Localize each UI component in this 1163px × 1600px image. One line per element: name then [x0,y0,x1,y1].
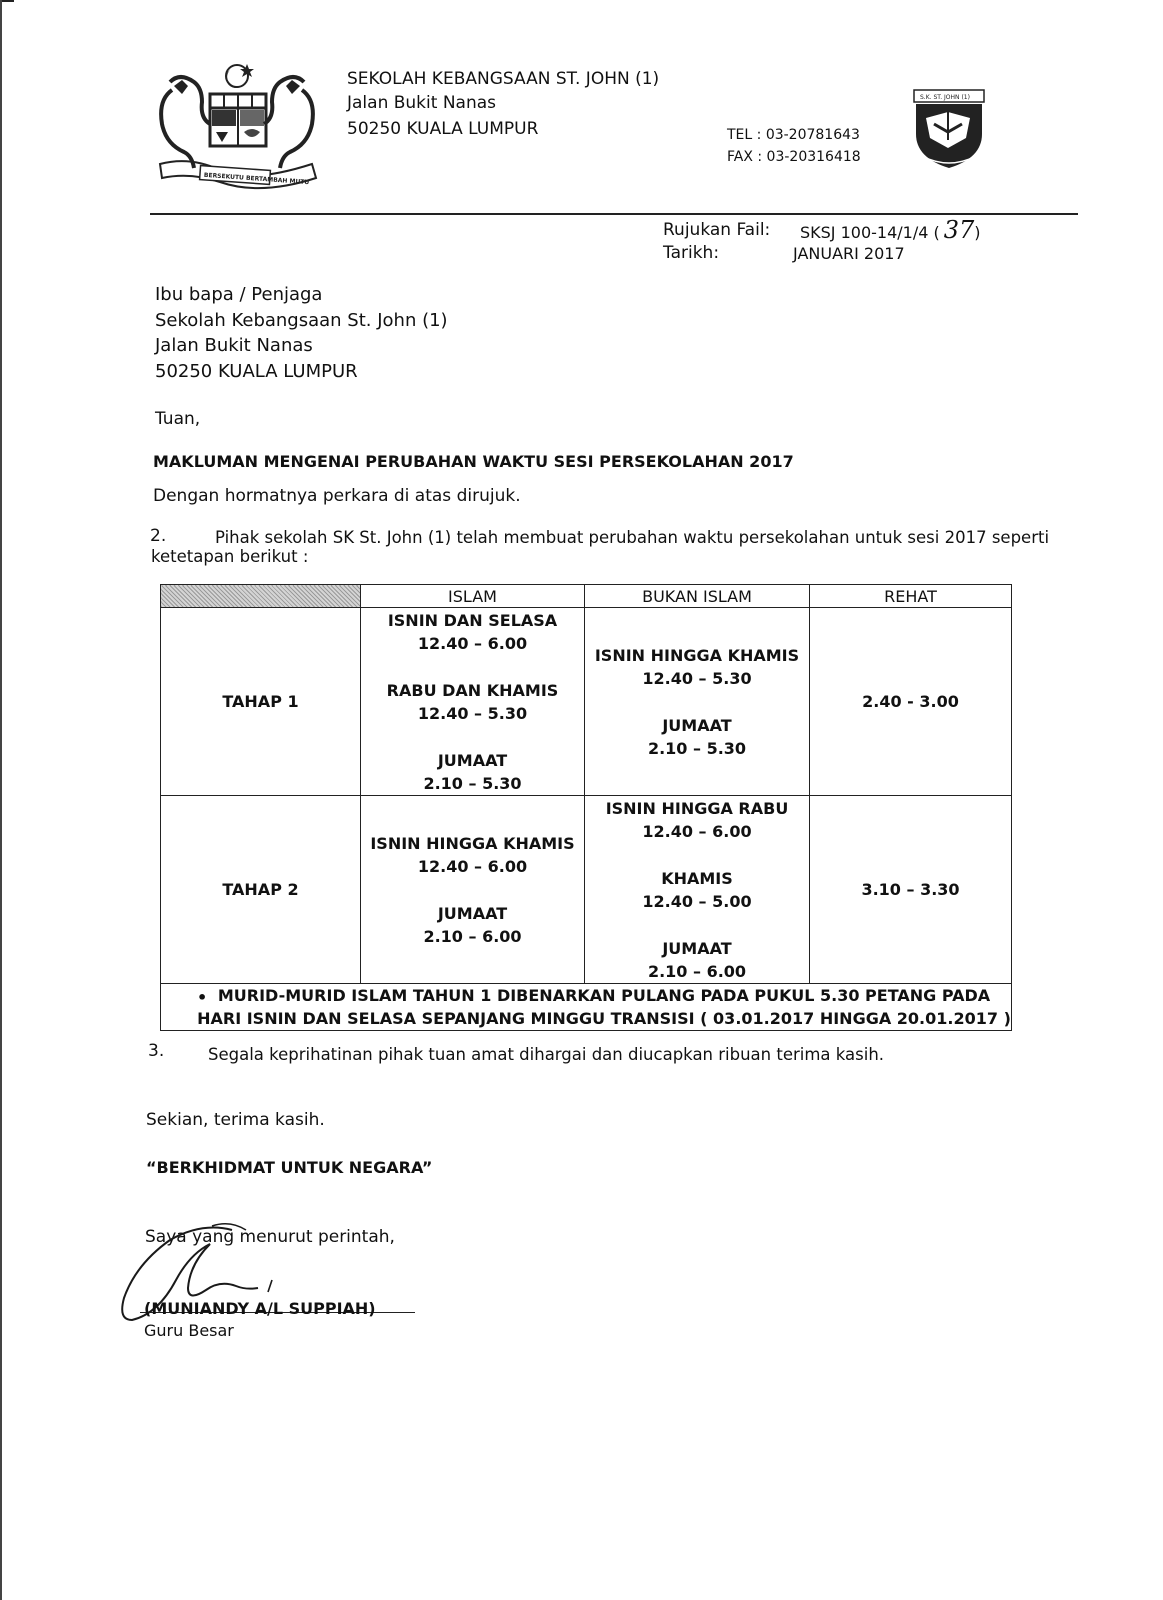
date-label: Tarikh: [663,243,720,263]
tahap1-rehat: 2.40 - 3.00 [810,608,1012,796]
recipient-line-3: Jalan Bukit Nanas [155,335,313,356]
tahap1-row [161,608,1012,796]
slot-days: KHAMIS [661,868,733,888]
recipient-line-2: Sekolah Kebangsaan St. John (1) [155,310,448,331]
coat-of-arms-emblem [152,60,322,200]
school-logo-text: S.K. ST. JOHN (1) [920,94,970,101]
recipient-line-4: 50250 KUALA LUMPUR [155,361,358,382]
slot-time: 12.40 – 6.00 [417,856,528,876]
slot-days: ISNIN HINGGA KHAMIS [594,645,800,665]
slot-days: JUMAAT [437,903,508,923]
slot-time: 12.40 – 5.30 [417,703,528,723]
school-tel: TEL : 03-20781643 [727,127,860,143]
slot-time: 2.10 – 5.30 [647,738,747,758]
tahap2-bukan-islam [585,796,810,984]
slot-time: 12.40 – 6.00 [417,633,528,653]
slot-time: 2.10 – 6.00 [423,926,522,946]
slot-days: ISNIN HINGGA KHAMIS [370,833,575,853]
slot-days: RABU DAN KHAMIS [386,680,559,700]
file-ref-value: SKSJ 100-14/1/4 ( 37) [800,216,981,244]
para2-number: 2. [150,526,167,546]
tahap2-islam [361,796,585,984]
para2-line-1: Pihak sekolah SK St. John (1) telah membuat perubahan waktu persekolahan untuk sesi 2017 seperti [215,528,1050,547]
slot-time: 2.10 – 6.00 [647,961,747,981]
header-corner-cell [161,585,361,608]
slot-days: ISNIN HINGGA RABU [605,798,789,818]
letter-subject: MAKLUMAN MENGENAI PERUBAHAN WAKTU SESI PERSEKOLAHAN 2017 [153,452,794,471]
slot-days: JUMAAT [662,938,732,958]
schedule-table [160,584,1012,1031]
tahap2-rehat: 3.10 – 3.30 [810,796,1012,984]
tahap1-bukan-islam [585,608,810,796]
sign-off: Saya yang menurut perintah, [145,1227,395,1247]
school-crest-logo [912,88,986,172]
file-ref-label: Rujukan Fail: [663,220,771,240]
header-islam: ISLAM [361,585,585,608]
slot-time: 12.40 – 6.00 [642,821,752,841]
schedule-note-row [161,984,1012,1031]
letterhead-rule [150,213,1078,215]
schedule-note [161,984,1012,1031]
school-city: 50250 KUALA LUMPUR [347,119,539,139]
intro-paragraph: Dengan hormatnya perkara di atas dirujuk. [153,486,521,506]
scan-corner-mark [0,0,14,16]
scan-left-edge [0,0,2,1600]
slot-time: 12.40 – 5.00 [642,891,752,911]
para3-text: Segala keprihatinan pihak tuan amat dihargai dan diucapkan ribuan terima kasih. [208,1045,885,1064]
closing-line: Sekian, terima kasih. [146,1110,325,1130]
tahap1-islam [361,608,585,796]
para2-line-2: ketetapan berikut : [151,547,309,566]
slot-days: JUMAAT [662,715,732,735]
header-bukan-islam: BUKAN ISLAM [585,585,810,608]
school-name: SEKOLAH KEBANGSAAN ST. JOHN (1) [347,69,660,89]
signatory-name: (MUNIANDY A/L SUPPIAH) [144,1299,376,1318]
para3-number: 3. [148,1041,165,1061]
tahap2-label: TAHAP 2 [161,796,361,984]
tahap1-label: TAHAP 1 [161,608,361,796]
slot-time: 12.40 – 5.30 [642,668,752,688]
file-ref-handwritten: 37 [943,216,975,244]
date-value: JANUARI 2017 [793,244,905,263]
svg-text:BERSEKUTU BERTAMBAH MUTU: BERSEKUTU BERTAMBAH MUTU [203,171,310,187]
header-rehat: REHAT [810,585,1012,608]
school-fax: FAX : 03-20316418 [727,149,861,165]
motto: “BERKHIDMAT UNTUK NEGARA” [146,1158,433,1177]
slot-time: 2.10 – 5.30 [423,773,522,793]
schedule-header-row [161,585,1012,608]
tahap2-row [161,796,1012,984]
recipient-line-1: Ibu bapa / Penjaga [155,284,323,305]
signatory-title: Guru Besar [144,1321,234,1340]
slot-days: ISNIN DAN SELASA [387,610,558,630]
salutation: Tuan, [155,409,201,429]
schedule-note-text: MURID-MURID ISLAM TAHUN 1 DIBENARKAN PULANG PADA PUKUL 5.30 PETANG PADA HARI ISNIN DAN SELASA SEPANJANG MINGGU TRANSISI ( 03.01.2017 HINGGA 20.01.2017 ) [197,986,1011,1028]
slot-days: JUMAAT [437,750,508,770]
school-street: Jalan Bukit Nanas [347,93,497,113]
bullet-icon: • [197,988,208,1007]
